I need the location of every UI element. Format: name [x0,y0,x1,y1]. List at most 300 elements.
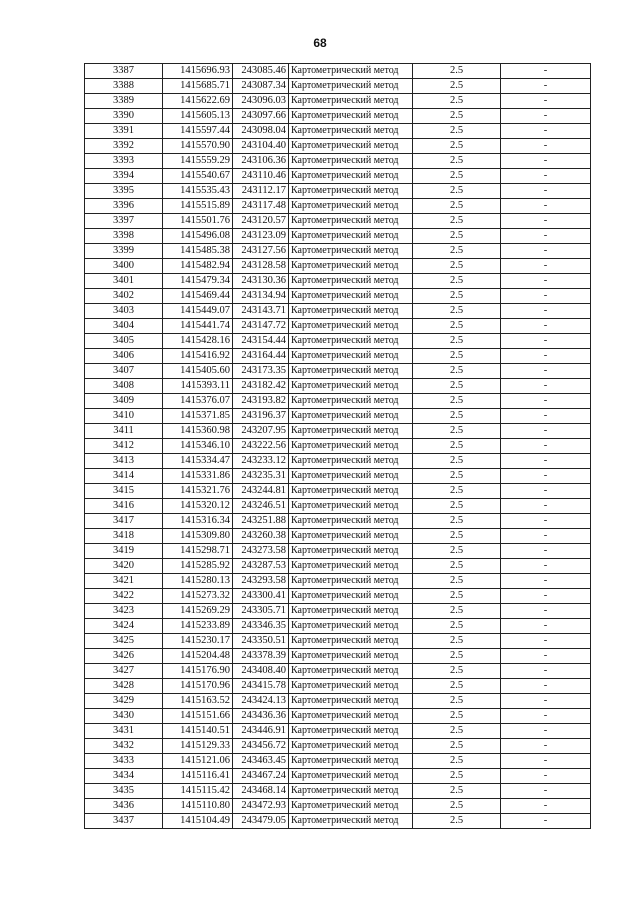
table-row [85,619,591,634]
point-number-cell: 3417 [85,514,163,529]
y-coordinate-cell: 243120.57 [233,214,289,229]
accuracy-cell: 2.5 [413,394,501,409]
accuracy-cell: 2.5 [413,169,501,184]
note-cell: - [501,139,591,154]
note-cell: - [501,184,591,199]
point-number-cell: 3411 [85,424,163,439]
method-cell: Картометрический метод [289,169,413,184]
point-number-cell: 3410 [85,409,163,424]
method-cell: Картометрический метод [289,394,413,409]
x-coordinate-cell: 1415597.44 [163,124,233,139]
x-coordinate-cell: 1415405.60 [163,364,233,379]
y-coordinate-cell: 243130.36 [233,274,289,289]
method-cell: Картометрический метод [289,454,413,469]
point-number-cell: 3420 [85,559,163,574]
point-number-cell: 3400 [85,259,163,274]
method-cell: Картометрический метод [289,799,413,814]
table-row [85,484,591,499]
accuracy-cell: 2.5 [413,739,501,754]
point-number-cell: 3418 [85,529,163,544]
note-cell: - [501,529,591,544]
note-cell: - [501,439,591,454]
table-row [85,604,591,619]
note-cell: - [501,334,591,349]
x-coordinate-cell: 1415376.07 [163,394,233,409]
y-coordinate-cell: 243098.04 [233,124,289,139]
accuracy-cell: 2.5 [413,259,501,274]
method-cell: Картометрический метод [289,514,413,529]
method-cell: Картометрический метод [289,694,413,709]
accuracy-cell: 2.5 [413,139,501,154]
y-coordinate-cell: 243154.44 [233,334,289,349]
method-cell: Картометрический метод [289,634,413,649]
y-coordinate-cell: 243479.05 [233,814,289,829]
x-coordinate-cell: 1415116.41 [163,769,233,784]
note-cell: - [501,289,591,304]
table-row [85,169,591,184]
accuracy-cell: 2.5 [413,409,501,424]
method-cell: Картометрический метод [289,469,413,484]
y-coordinate-cell: 243117.48 [233,199,289,214]
y-coordinate-cell: 243097.66 [233,109,289,124]
table-row [85,439,591,454]
note-cell: - [501,544,591,559]
accuracy-cell: 2.5 [413,379,501,394]
table-row [85,244,591,259]
accuracy-cell: 2.5 [413,649,501,664]
method-cell: Картометрический метод [289,604,413,619]
note-cell: - [501,754,591,769]
x-coordinate-cell: 1415316.34 [163,514,233,529]
point-number-cell: 3392 [85,139,163,154]
method-cell: Картометрический метод [289,559,413,574]
accuracy-cell: 2.5 [413,784,501,799]
table-row [85,409,591,424]
table-row [85,469,591,484]
accuracy-cell: 2.5 [413,499,501,514]
table-row [85,529,591,544]
x-coordinate-cell: 1415622.69 [163,94,233,109]
table-row [85,634,591,649]
point-number-cell: 3393 [85,154,163,169]
y-coordinate-cell: 243087.34 [233,79,289,94]
method-cell: Картометрический метод [289,244,413,259]
y-coordinate-cell: 243173.35 [233,364,289,379]
table-row [85,304,591,319]
note-cell: - [501,364,591,379]
accuracy-cell: 2.5 [413,634,501,649]
table-row [85,424,591,439]
accuracy-cell: 2.5 [413,334,501,349]
point-number-cell: 3408 [85,379,163,394]
x-coordinate-cell: 1415163.52 [163,694,233,709]
table-row [85,274,591,289]
x-coordinate-cell: 1415321.76 [163,484,233,499]
note-cell: - [501,799,591,814]
x-coordinate-cell: 1415280.13 [163,574,233,589]
table-row [85,214,591,229]
y-coordinate-cell: 243235.31 [233,469,289,484]
x-coordinate-cell: 1415269.29 [163,604,233,619]
accuracy-cell: 2.5 [413,214,501,229]
note-cell: - [501,574,591,589]
point-number-cell: 3431 [85,724,163,739]
y-coordinate-cell: 243468.14 [233,784,289,799]
table-row [85,139,591,154]
note-cell: - [501,784,591,799]
table-row [85,64,591,79]
y-coordinate-cell: 243193.82 [233,394,289,409]
table-row [85,514,591,529]
table-row [85,589,591,604]
method-cell: Картометрический метод [289,814,413,829]
method-cell: Картометрический метод [289,199,413,214]
table-row [85,109,591,124]
method-cell: Картометрический метод [289,439,413,454]
method-cell: Картометрический метод [289,589,413,604]
accuracy-cell: 2.5 [413,439,501,454]
note-cell: - [501,634,591,649]
y-coordinate-cell: 243244.81 [233,484,289,499]
table-row [85,364,591,379]
method-cell: Картометрический метод [289,379,413,394]
x-coordinate-cell: 1415360.98 [163,424,233,439]
x-coordinate-cell: 1415204.48 [163,649,233,664]
note-cell: - [501,679,591,694]
method-cell: Картометрический метод [289,349,413,364]
y-coordinate-cell: 243112.17 [233,184,289,199]
point-number-cell: 3425 [85,634,163,649]
note-cell: - [501,94,591,109]
point-number-cell: 3429 [85,694,163,709]
note-cell: - [501,469,591,484]
method-cell: Картометрический метод [289,664,413,679]
y-coordinate-cell: 243408.40 [233,664,289,679]
point-number-cell: 3389 [85,94,163,109]
method-cell: Картометрический метод [289,619,413,634]
note-cell: - [501,259,591,274]
accuracy-cell: 2.5 [413,319,501,334]
method-cell: Картометрический метод [289,79,413,94]
accuracy-cell: 2.5 [413,694,501,709]
y-coordinate-cell: 243472.93 [233,799,289,814]
table-row [85,559,591,574]
x-coordinate-cell: 1415515.89 [163,199,233,214]
accuracy-cell: 2.5 [413,769,501,784]
accuracy-cell: 2.5 [413,529,501,544]
note-cell: - [501,379,591,394]
note-cell: - [501,484,591,499]
accuracy-cell: 2.5 [413,304,501,319]
note-cell: - [501,199,591,214]
table-row [85,94,591,109]
note-cell: - [501,499,591,514]
y-coordinate-cell: 243346.35 [233,619,289,634]
note-cell: - [501,169,591,184]
table-row [85,649,591,664]
point-number-cell: 3422 [85,589,163,604]
table-row [85,349,591,364]
point-number-cell: 3413 [85,454,163,469]
note-cell: - [501,394,591,409]
point-number-cell: 3398 [85,229,163,244]
point-number-cell: 3401 [85,274,163,289]
table-row [85,259,591,274]
accuracy-cell: 2.5 [413,64,501,79]
table-row [85,709,591,724]
note-cell: - [501,154,591,169]
method-cell: Картометрический метод [289,274,413,289]
method-cell: Картометрический метод [289,769,413,784]
table-row [85,394,591,409]
x-coordinate-cell: 1415176.90 [163,664,233,679]
note-cell: - [501,349,591,364]
point-number-cell: 3416 [85,499,163,514]
point-number-cell: 3433 [85,754,163,769]
x-coordinate-cell: 1415121.06 [163,754,233,769]
y-coordinate-cell: 243147.72 [233,319,289,334]
table-row [85,544,591,559]
point-number-cell: 3394 [85,169,163,184]
y-coordinate-cell: 243436.36 [233,709,289,724]
table-row [85,289,591,304]
method-cell: Картометрический метод [289,229,413,244]
table-row [85,724,591,739]
x-coordinate-cell: 1415309.80 [163,529,233,544]
note-cell: - [501,304,591,319]
note-cell: - [501,319,591,334]
x-coordinate-cell: 1415428.16 [163,334,233,349]
x-coordinate-cell: 1415285.92 [163,559,233,574]
y-coordinate-cell: 243123.09 [233,229,289,244]
table-row [85,739,591,754]
method-cell: Картометрический метод [289,529,413,544]
coordinates-table [84,63,591,829]
y-coordinate-cell: 243467.24 [233,769,289,784]
point-number-cell: 3397 [85,214,163,229]
accuracy-cell: 2.5 [413,724,501,739]
y-coordinate-cell: 243085.46 [233,64,289,79]
point-number-cell: 3407 [85,364,163,379]
y-coordinate-cell: 243378.39 [233,649,289,664]
method-cell: Картометрический метод [289,544,413,559]
y-coordinate-cell: 243424.13 [233,694,289,709]
x-coordinate-cell: 1415273.32 [163,589,233,604]
note-cell: - [501,214,591,229]
accuracy-cell: 2.5 [413,469,501,484]
y-coordinate-cell: 243446.91 [233,724,289,739]
table-row [85,664,591,679]
method-cell: Картометрический метод [289,259,413,274]
accuracy-cell: 2.5 [413,814,501,829]
method-cell: Картометрический метод [289,64,413,79]
x-coordinate-cell: 1415559.29 [163,154,233,169]
accuracy-cell: 2.5 [413,109,501,124]
x-coordinate-cell: 1415110.80 [163,799,233,814]
method-cell: Картометрический метод [289,484,413,499]
method-cell: Картометрический метод [289,124,413,139]
x-coordinate-cell: 1415416.92 [163,349,233,364]
table-row [85,124,591,139]
x-coordinate-cell: 1415482.94 [163,259,233,274]
y-coordinate-cell: 243196.37 [233,409,289,424]
method-cell: Картометрический метод [289,214,413,229]
x-coordinate-cell: 1415501.76 [163,214,233,229]
note-cell: - [501,64,591,79]
accuracy-cell: 2.5 [413,274,501,289]
x-coordinate-cell: 1415479.34 [163,274,233,289]
point-number-cell: 3412 [85,439,163,454]
y-coordinate-cell: 243463.45 [233,754,289,769]
table-row [85,379,591,394]
note-cell: - [501,274,591,289]
method-cell: Картометрический метод [289,289,413,304]
point-number-cell: 3402 [85,289,163,304]
table-row [85,814,591,829]
x-coordinate-cell: 1415233.89 [163,619,233,634]
y-coordinate-cell: 243287.53 [233,559,289,574]
accuracy-cell: 2.5 [413,454,501,469]
method-cell: Картометрический метод [289,574,413,589]
table-row [85,694,591,709]
point-number-cell: 3409 [85,394,163,409]
note-cell: - [501,739,591,754]
point-number-cell: 3427 [85,664,163,679]
x-coordinate-cell: 1415485.38 [163,244,233,259]
method-cell: Картометрический метод [289,109,413,124]
note-cell: - [501,124,591,139]
table-row [85,454,591,469]
point-number-cell: 3391 [85,124,163,139]
y-coordinate-cell: 243164.44 [233,349,289,364]
y-coordinate-cell: 243305.71 [233,604,289,619]
point-number-cell: 3415 [85,484,163,499]
y-coordinate-cell: 243350.51 [233,634,289,649]
y-coordinate-cell: 243182.42 [233,379,289,394]
point-number-cell: 3419 [85,544,163,559]
x-coordinate-cell: 1415371.85 [163,409,233,424]
x-coordinate-cell: 1415331.86 [163,469,233,484]
accuracy-cell: 2.5 [413,514,501,529]
method-cell: Картометрический метод [289,364,413,379]
y-coordinate-cell: 243096.03 [233,94,289,109]
method-cell: Картометрический метод [289,409,413,424]
table-row [85,334,591,349]
accuracy-cell: 2.5 [413,559,501,574]
accuracy-cell: 2.5 [413,679,501,694]
x-coordinate-cell: 1415129.33 [163,739,233,754]
point-number-cell: 3428 [85,679,163,694]
x-coordinate-cell: 1415685.71 [163,79,233,94]
method-cell: Картометрический метод [289,304,413,319]
method-cell: Картометрический метод [289,649,413,664]
table-row [85,799,591,814]
note-cell: - [501,79,591,94]
note-cell: - [501,559,591,574]
accuracy-cell: 2.5 [413,619,501,634]
y-coordinate-cell: 243222.56 [233,439,289,454]
accuracy-cell: 2.5 [413,124,501,139]
note-cell: - [501,724,591,739]
table-row [85,319,591,334]
note-cell: - [501,709,591,724]
accuracy-cell: 2.5 [413,424,501,439]
x-coordinate-cell: 1415696.93 [163,64,233,79]
table-row [85,79,591,94]
x-coordinate-cell: 1415605.13 [163,109,233,124]
x-coordinate-cell: 1415449.07 [163,304,233,319]
y-coordinate-cell: 243134.94 [233,289,289,304]
x-coordinate-cell: 1415570.90 [163,139,233,154]
table-row [85,184,591,199]
method-cell: Картометрический метод [289,499,413,514]
point-number-cell: 3421 [85,574,163,589]
point-number-cell: 3403 [85,304,163,319]
y-coordinate-cell: 243415.78 [233,679,289,694]
accuracy-cell: 2.5 [413,199,501,214]
accuracy-cell: 2.5 [413,79,501,94]
method-cell: Картометрический метод [289,319,413,334]
x-coordinate-cell: 1415441.74 [163,319,233,334]
point-number-cell: 3406 [85,349,163,364]
method-cell: Картометрический метод [289,739,413,754]
point-number-cell: 3435 [85,784,163,799]
note-cell: - [501,694,591,709]
y-coordinate-cell: 243456.72 [233,739,289,754]
point-number-cell: 3414 [85,469,163,484]
point-number-cell: 3399 [85,244,163,259]
accuracy-cell: 2.5 [413,604,501,619]
point-number-cell: 3432 [85,739,163,754]
x-coordinate-cell: 1415104.49 [163,814,233,829]
accuracy-cell: 2.5 [413,349,501,364]
note-cell: - [501,604,591,619]
note-cell: - [501,454,591,469]
point-number-cell: 3405 [85,334,163,349]
method-cell: Картометрический метод [289,334,413,349]
x-coordinate-cell: 1415393.11 [163,379,233,394]
x-coordinate-cell: 1415170.96 [163,679,233,694]
x-coordinate-cell: 1415320.12 [163,499,233,514]
note-cell: - [501,244,591,259]
note-cell: - [501,769,591,784]
point-number-cell: 3395 [85,184,163,199]
accuracy-cell: 2.5 [413,709,501,724]
method-cell: Картометрический метод [289,424,413,439]
accuracy-cell: 2.5 [413,484,501,499]
table-row [85,199,591,214]
table-row [85,769,591,784]
page-number: 68 [313,36,327,50]
y-coordinate-cell: 243273.58 [233,544,289,559]
y-coordinate-cell: 243127.56 [233,244,289,259]
x-coordinate-cell: 1415496.08 [163,229,233,244]
method-cell: Картометрический метод [289,709,413,724]
point-number-cell: 3387 [85,64,163,79]
y-coordinate-cell: 243300.41 [233,589,289,604]
accuracy-cell: 2.5 [413,799,501,814]
x-coordinate-cell: 1415346.10 [163,439,233,454]
table-row [85,499,591,514]
y-coordinate-cell: 243260.38 [233,529,289,544]
note-cell: - [501,424,591,439]
method-cell: Картометрический метод [289,679,413,694]
note-cell: - [501,514,591,529]
y-coordinate-cell: 243293.58 [233,574,289,589]
y-coordinate-cell: 243106.36 [233,154,289,169]
x-coordinate-cell: 1415540.67 [163,169,233,184]
accuracy-cell: 2.5 [413,289,501,304]
